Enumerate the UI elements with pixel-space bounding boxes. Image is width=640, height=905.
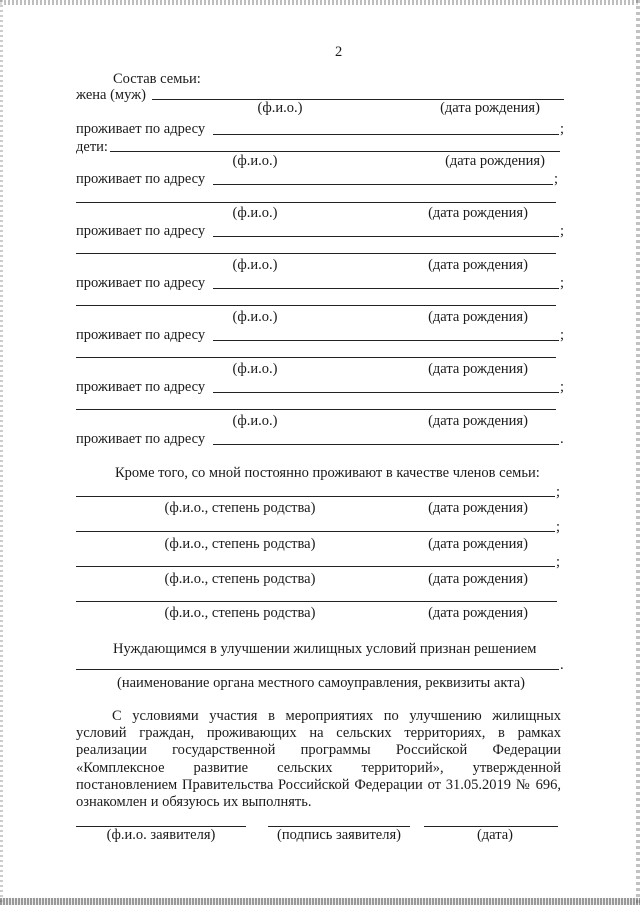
address-line [213,288,559,289]
address-line [213,184,553,185]
address-label: проживает по адресу [76,223,206,239]
address-label: проживает по адресу [76,431,206,447]
address-line [213,236,559,237]
child-fio-caption: (ф.и.о.) [232,361,278,377]
others-birth-caption: (дата рождения) [428,571,528,587]
others-birth-caption: (дата рождения) [428,536,528,552]
others-fio-caption: (ф.и.о., степень родства) [164,500,316,516]
semicolon: ; [560,327,565,343]
address-line [213,134,559,135]
others-fio-caption: (ф.и.о., степень родства) [164,536,316,552]
address-line [213,444,559,445]
applicant-fio-caption: (ф.и.о. заявителя) [106,827,216,843]
scan-edge-bottom [0,898,640,905]
address-line [213,340,559,341]
scan-edge-left [0,0,3,905]
needy-line [76,669,559,670]
child-birth-caption: (дата рождения) [428,309,528,325]
child-fio-caption: (ф.и.о.) [232,413,278,429]
semicolon: ; [556,484,561,500]
child-birth-caption: (дата рождения) [428,257,528,273]
semicolon: ; [554,171,559,187]
period: . [560,657,564,673]
spouse-fio-caption: (ф.и.о.) [257,100,303,116]
spouse-birth-caption: (дата рождения) [440,100,540,116]
child-fio-caption: (ф.и.о.) [232,205,278,221]
child-line [76,409,556,410]
child-line [76,253,556,254]
needy-text: Нуждающимся в улучшении жилищных условий признан решением [113,641,537,657]
child-line [110,151,560,152]
child-line [76,357,556,358]
semicolon: ; [556,519,561,535]
child-line [76,202,556,203]
needy-caption: (наименование органа местного самоуправления, реквизиты акта) [117,675,525,691]
others-line [76,601,557,602]
signature-caption: (подпись заявителя) [277,827,401,843]
address-line [213,392,559,393]
others-line [76,531,555,532]
spouse-label: жена (муж) [76,87,146,103]
others-birth-caption: (дата рождения) [428,500,528,516]
address-label: проживает по адресу [76,171,206,187]
child-line [76,305,556,306]
address-label: проживает по адресу [76,327,206,343]
others-fio-caption: (ф.и.о., степень родства) [164,605,316,621]
others-line [76,566,555,567]
semicolon: ; [560,121,565,137]
family-heading: Состав семьи: [113,71,201,87]
others-intro: Кроме того, со мной постоянно проживают в качестве членов семьи: [115,465,540,481]
child-birth-caption: (дата рождения) [445,153,545,169]
address-label: проживает по адресу [76,379,206,395]
semicolon: ; [556,554,561,570]
others-birth-caption: (дата рождения) [428,605,528,621]
address-label: проживает по адресу [76,275,206,291]
scan-edge-top [0,0,640,5]
others-line [76,496,555,497]
semicolon: ; [560,275,565,291]
period: . [560,431,564,447]
semicolon: ; [560,379,565,395]
child-birth-caption: (дата рождения) [428,205,528,221]
child-fio-caption: (ф.и.о.) [232,257,278,273]
child-birth-caption: (дата рождения) [428,361,528,377]
semicolon: ; [560,223,565,239]
child-fio-caption: (ф.и.о.) [232,309,278,325]
page-number: 2 [335,44,343,60]
others-fio-caption: (ф.и.о., степень родства) [164,571,316,587]
date-caption: (дата) [476,827,514,843]
conditions-paragraph: С условиями участия в мероприятиях по улучшению жилищных условий граждан, проживающих на сельских территориях, в рамках реализации государственной программы Российской Федерации «Комплексное развитие сельских территорий», утвержденной постановлением Правительства Российской Федерации от 31.05.2019 № 696, ознакомлен и обязуюсь их выполнять. [76,708,561,811]
child-birth-caption: (дата рождения) [428,413,528,429]
scan-edge-right [636,0,640,905]
address-label: проживает по адресу [76,121,206,137]
children-label: дети: [76,139,108,155]
child-fio-caption: (ф.и.о.) [232,153,278,169]
